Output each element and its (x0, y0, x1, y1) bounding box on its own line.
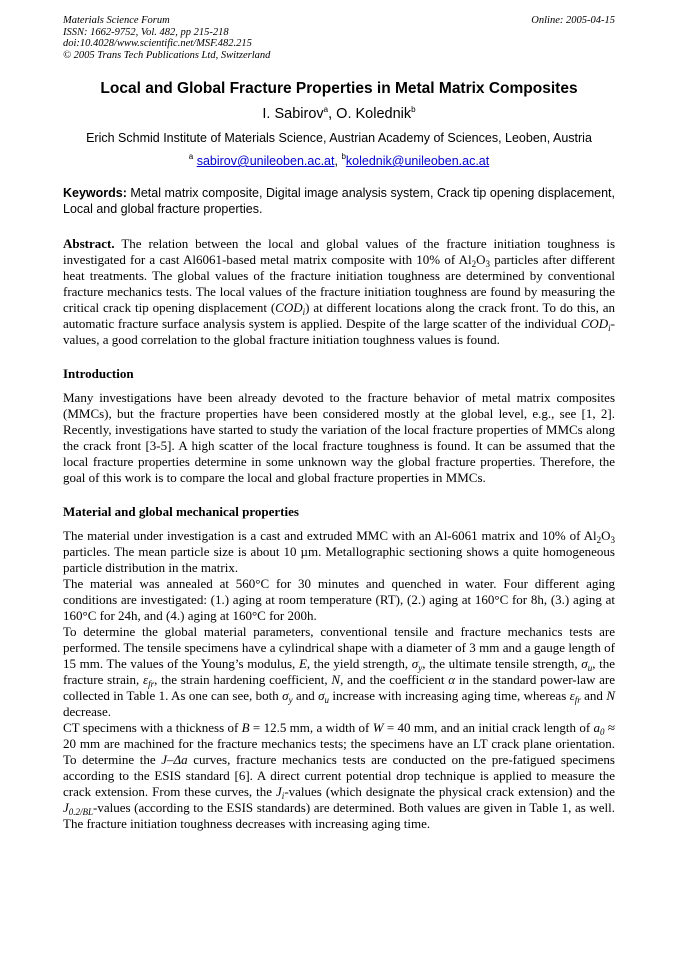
author-emails (63, 152, 615, 168)
subscript: u (324, 695, 330, 705)
symbol: σ (581, 656, 588, 671)
symbol: σ (411, 656, 419, 671)
text-run: The material under investigation is a cast and extruded MMC with an Al-6061 matrix and 10% of Al (63, 528, 597, 543)
text-run: , the fracture strain, (63, 656, 615, 687)
symbol-cod: COD (275, 300, 303, 315)
symbol: ε (569, 688, 575, 703)
symbol: J–Δa (161, 752, 188, 767)
paper-title: Local and Global Fracture Properties in Metal Matrix Composites (100, 80, 578, 97)
text-run: O (476, 252, 486, 267)
introduction-paragraph: Many investigations have been already devoted to the fracture behavior of metal matrix composites (MMCs), but the fracture properties have been considered mostly at the global level, e.g., see [1, 2]. Recently, investigations have started to study the variation of the local fracture properties of MMCs along the crack front [3-5]. A high scatter of the local fracture toughness is found. It can be assumed that the local fracture properties determine in some unknown way the global fracture properties. Therefore, the goal of this work is to compare the local and global fracture properties in MMCs. (63, 390, 615, 485)
symbol: J (63, 800, 69, 815)
text-run: particles. The mean particle size is about 10 µm. Metallographic sectioning shows a quite homogeneous particle distribution in the matrix. (63, 544, 615, 575)
text-run: CT specimens with a thickness of (63, 720, 242, 735)
symbol: α (448, 672, 456, 687)
text-run: -values (according to the ESIS standards) are determined. Both values are given in Table 1, as well. The fracture initiation toughness decreases with increasing aging time. (63, 800, 615, 831)
subscript: 0 (600, 727, 605, 737)
affil-mark: a (188, 152, 194, 161)
copyright-line: © 2005 Trans Tech Publications Ltd, Switzerland (63, 49, 271, 61)
subscript: u (587, 663, 593, 673)
symbol: a (593, 720, 601, 735)
material-paragraph-1 (63, 528, 615, 576)
text-run: and (292, 688, 319, 703)
text-run: -values, a good correlation to the global fracture initiation toughness values is found. (63, 316, 615, 347)
symbol: N (331, 672, 341, 687)
section-heading-material: Material and global mechanical properties (63, 504, 299, 519)
email-link-kolednik[interactable]: kolednik@unileoben.ac.at (345, 154, 490, 168)
subscript: 0.2/BL (68, 807, 94, 817)
text-run: and (580, 688, 607, 703)
symbol: N (606, 688, 615, 703)
text-run: , the yield strength, (306, 656, 412, 671)
paper-body (63, 236, 615, 832)
text-run: The relation between the local and global values of the fracture initiation toughness is investigated for a cast Al6061-based metal matrix composite with 10% of Al (63, 236, 616, 267)
subscript: 3 (610, 535, 615, 545)
text-run: = 12.5 mm, a width of (249, 720, 373, 735)
text-run: -values (which designate the physical crack extension) and the (284, 784, 615, 799)
text-run: ≈ 20 mm are machined for the fracture mechanics tests; the specimens have an LT crack plane orientation. To determine the (63, 720, 615, 767)
subscript: fr (148, 679, 155, 689)
issn-line: ISSN: 1662-9752, Vol. 482, pp 215-218 (63, 26, 229, 38)
subscript: y (288, 695, 293, 705)
author-list (63, 105, 615, 122)
symbol-cod: COD (580, 316, 609, 331)
text-run: To determine the global material parameters, conventional tensile and fracture mechanics tests are performed. The tensile specimens have a cylindrical shape with a diameter of 3 mm and a gauge length of 15 mm. The values of the Young’s modulus, (63, 624, 615, 671)
subscript: 3 (485, 259, 491, 269)
material-paragraph-2: The material was annealed at 560°C for 30 minutes and quenched in water. Four different aging conditions are investigated: (1.) aging at room temperature (RT), (2.) aging at 160°C for 8h, (3.) aging at 160°C for 24h, and (4.) aging at 160°C for 200h. (63, 576, 615, 623)
affil-mark: b (411, 105, 416, 114)
material-paragraph-4 (63, 720, 615, 832)
symbol: B (241, 720, 250, 735)
author-name: O. Kolednik (336, 106, 412, 122)
symbol: W (372, 720, 384, 735)
subscript: 2 (471, 259, 477, 269)
text-run: in the standard power-law are collected in Table 1. As one can see, both (63, 672, 616, 703)
text-run: increase with increasing aging time, whereas (329, 688, 570, 703)
affil-mark: a (323, 105, 329, 114)
text-run: , the ultimate tensile strength, (422, 656, 582, 671)
author-name: I. Sabirov (262, 106, 324, 122)
text-run: curves, fracture mechanics tests are conducted on the pre-fatigued specimens according to the ESIS standard [6]. A direct current potential drop technique is applied to measure the crack extension. From these curves, the (63, 752, 615, 799)
symbol: σ (318, 688, 325, 703)
text-run: O (601, 528, 611, 543)
email-separator: , (334, 154, 342, 168)
abstract-label: Abstract. (63, 236, 115, 251)
subscript: i (281, 791, 285, 801)
doi-line: doi:10.4028/www.scientific.net/MSF.482.215 (63, 38, 252, 49)
text-run: ) at different locations along the crack front. To do this, an automatic fracture surface analysis system is applied. Despite of the large scatter of the individual (63, 300, 615, 331)
symbol: σ (282, 688, 289, 703)
symbol: E (298, 656, 307, 671)
text-run: , and the coefficient (340, 672, 449, 687)
section-heading-introduction: Introduction (63, 366, 134, 381)
symbol: J (276, 784, 282, 799)
text-run: , the strain hardening coefficient, (154, 672, 332, 687)
online-date: Online: 2005-04-15 (531, 15, 615, 26)
subscript: y (418, 663, 423, 673)
subscript: fr (574, 695, 581, 705)
journal-name: Materials Science Forum (63, 15, 170, 26)
author-separator: , (328, 106, 337, 122)
keywords-label: Keywords: (63, 186, 127, 200)
text-run: = 40 mm, and an initial crack length of (383, 720, 594, 735)
subscript: i (302, 307, 306, 317)
journal-header (63, 15, 615, 61)
text-run: decrease. (63, 704, 111, 719)
email-link-sabirov[interactable]: sabirov@unileoben.ac.at (196, 154, 335, 168)
symbol: ε (143, 672, 149, 687)
affiliation: Erich Schmid Institute of Materials Science, Austrian Academy of Sciences, Leoben, Austria (86, 131, 592, 145)
subscript: i (608, 323, 611, 333)
abstract-paragraph (63, 236, 615, 348)
keywords-block (63, 186, 615, 217)
keywords-text: Metal matrix composite, Digital image analysis system, Crack tip opening displacement, Local and global fracture properties. (63, 186, 615, 216)
text-run: particles after different heat treatments. The global values of the fracture initiation toughness are determined by conventional fracture mechanics tests. The local values of the fracture initiation toughness are found by measuring the critical crack tip opening displacement ( (63, 252, 615, 315)
affil-mark: b (341, 152, 346, 161)
material-paragraph-3 (63, 624, 615, 720)
subscript: 2 (596, 535, 602, 545)
